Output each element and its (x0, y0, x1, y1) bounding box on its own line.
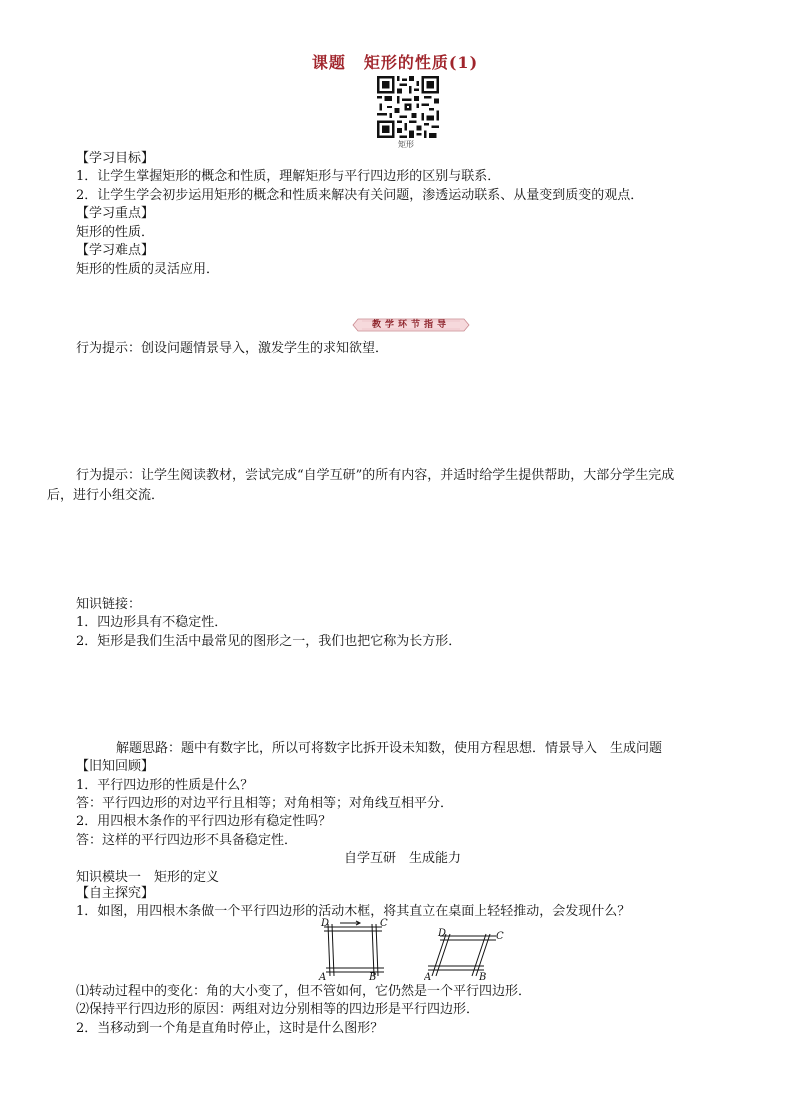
vertex-label: B (369, 972, 377, 982)
objective-item: 2．让学生学会初步运用矩形的概念和性质来解决有关问题，渗透运动联系、从量变到质变的观点． (76, 188, 644, 203)
vertex-label: D (438, 928, 447, 939)
objectives-heading: 【学习目标】 (76, 151, 155, 166)
qr-caption: 矩形 (398, 140, 414, 149)
behavior-hint-line: 后，进行小组交流． (47, 488, 165, 503)
vertex-label: C (496, 931, 504, 942)
qr-code-icon[interactable] (377, 76, 439, 138)
vertex-label: C (380, 918, 388, 929)
explore-answer: ⑵保持平行四边形的原因：两组对边分别相等的四边形是平行四边形． (76, 1002, 480, 1017)
teaching-guide-banner (352, 317, 470, 333)
explore-answer: ⑴转动过程中的变化：角的大小变了，但不管如何，它仍然是一个平行四边形． (76, 984, 532, 999)
page-title (0, 50, 790, 73)
solution-idea: 解题思路：题中有数字比，所以可将数字比拆开设未知数，使用方程思想．情景导入 生成问题 (116, 741, 663, 756)
review-line: 答：平行四边形的对边平行且相等；对角相等；对角线互相平分． (76, 796, 454, 811)
frame-figure-right (424, 914, 512, 982)
difficulties-text: 矩形的性质的灵活应用． (76, 262, 220, 277)
vertex-label: B (479, 972, 487, 982)
module-heading: 知识模块一 矩形的定义 (76, 870, 220, 885)
behavior-hint: 行为提示：创设问题情景导入，激发学生的求知欲望． (76, 341, 389, 356)
title-main: 矩形的性质(1) (363, 53, 479, 72)
review-line: 1．平行四边形的性质是什么？ (76, 778, 254, 793)
review-line: 答：这样的平行四边形不具备稳定性． (76, 833, 298, 848)
knowledge-link-heading: 知识链接： (76, 597, 142, 612)
explore-question: 1．如图，用四根木条做一个平行四边形的活动木框，将其直立在桌面上轻轻推动，会发现什么？ (76, 904, 631, 919)
review-heading: 【旧知回顾】 (76, 759, 155, 774)
behavior-hint-line: 行为提示：让学生阅读教材，尝试完成“自学互研”的所有内容，并适时给学生提供帮助，大部分学生完成 (76, 468, 675, 483)
review-line: 2．用四根木条作的平行四边形有稳定性吗？ (76, 814, 332, 829)
title-prefix: 课题 (311, 53, 346, 72)
frame-figure-left (314, 914, 394, 982)
knowledge-link-item: 1．四边形具有不稳定性． (76, 615, 228, 630)
explore-question: 2．当移动到一个角是直角时停止，这时是什么图形？ (76, 1021, 384, 1036)
section-heading: 自学互研 生成能力 (344, 851, 462, 866)
key-points-text: 矩形的性质． (76, 225, 155, 240)
knowledge-link-item: 2．矩形是我们生活中最常见的图形之一，我们也把它称为长方形． (76, 634, 462, 649)
vertex-label: A (424, 972, 432, 982)
explore-heading: 【自主探究】 (76, 886, 155, 901)
vertex-label: D (321, 918, 330, 929)
objective-item: 1．让学生掌握矩形的概念和性质，理解矩形与平行四边形的区别与联系． (76, 169, 501, 184)
vertex-label: A (319, 972, 327, 982)
difficulties-heading: 【学习难点】 (76, 243, 155, 258)
key-points-heading: 【学习重点】 (76, 206, 155, 221)
banner-label: 教学环节指导 (371, 320, 450, 330)
